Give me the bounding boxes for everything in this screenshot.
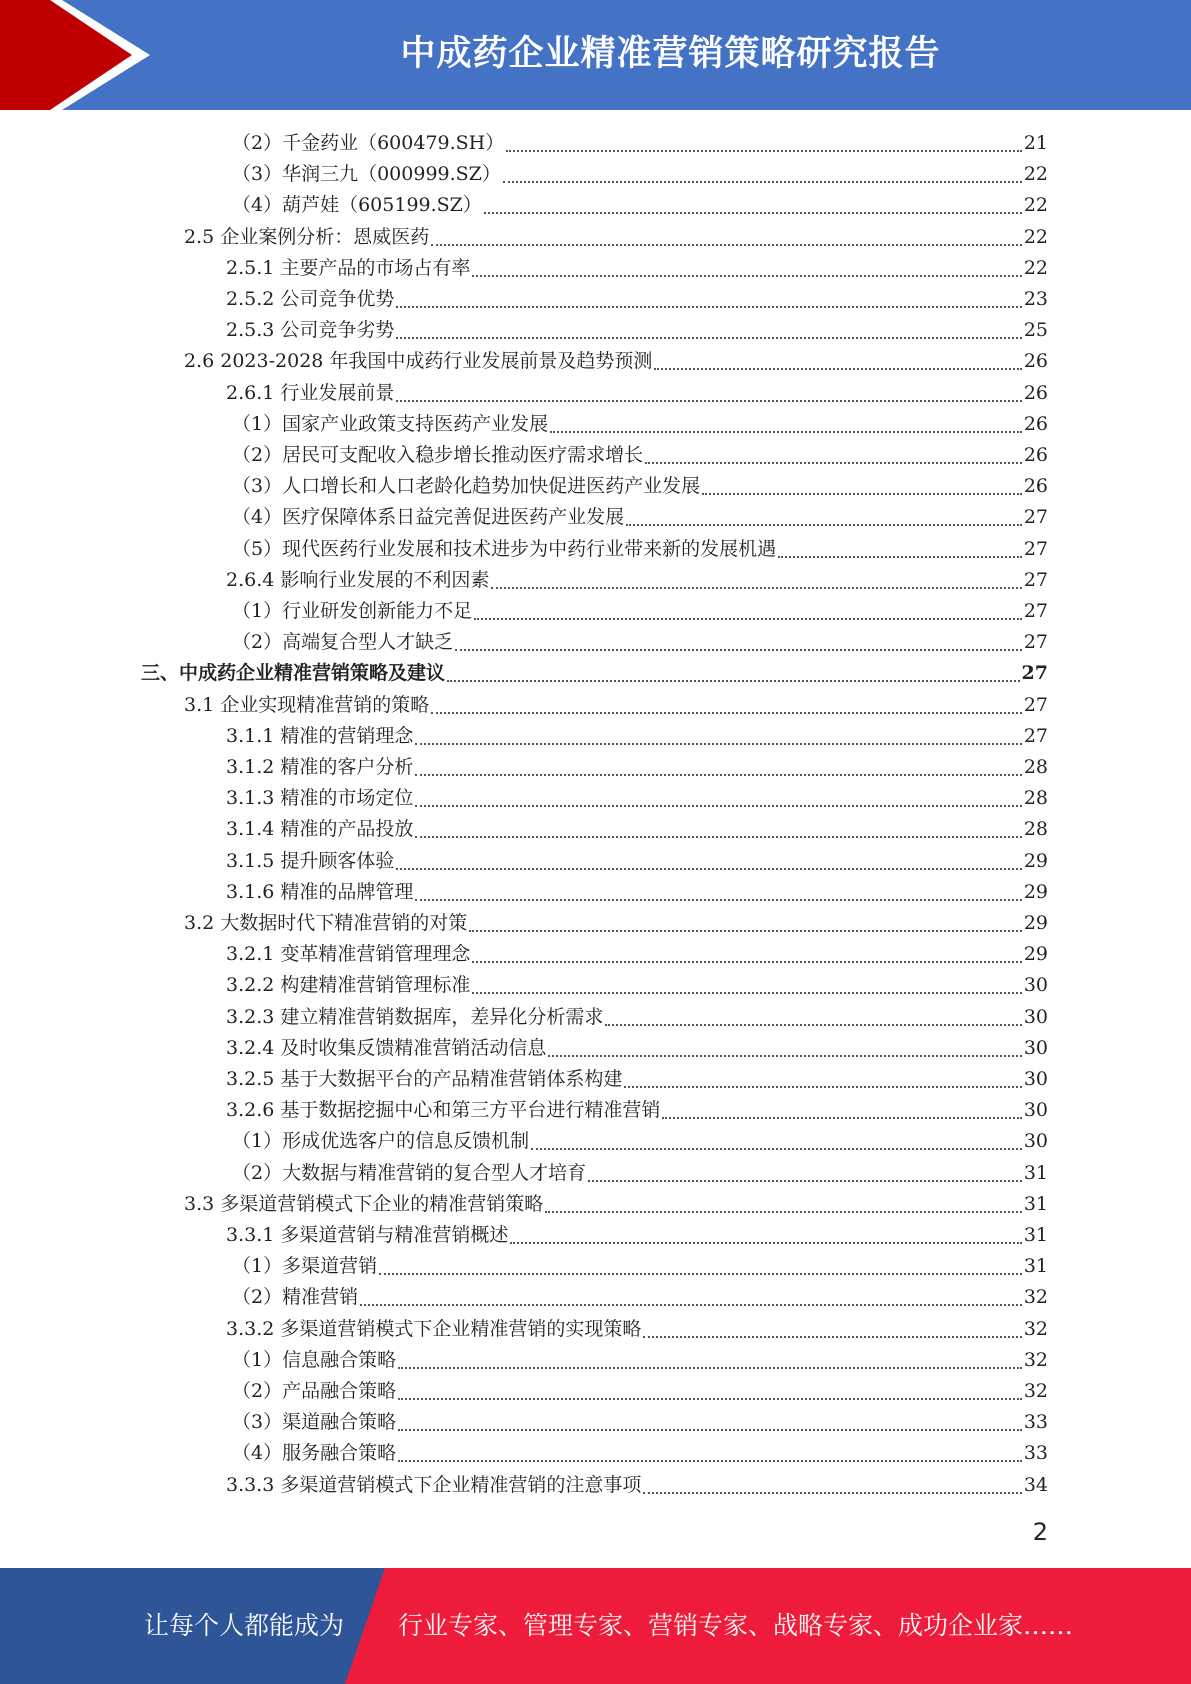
toc-dot-leader — [531, 1148, 1022, 1150]
toc-entry-page: 32 — [1023, 1317, 1048, 1340]
toc-entry-page: 30 — [1023, 974, 1048, 997]
toc-entry-page: 29 — [1023, 880, 1048, 903]
toc-dot-leader — [702, 493, 1022, 495]
page-footer — [0, 1568, 1191, 1684]
toc-entry-title: 2.6.1 行业发展前景 — [226, 381, 395, 404]
toc-entry-page: 26 — [1023, 412, 1048, 435]
toc-entry-title: 3.1 企业实现精准营销的策略 — [184, 693, 430, 716]
toc-entry[interactable] — [232, 1407, 1048, 1438]
toc-entry[interactable] — [232, 128, 1048, 159]
toc-entry[interactable] — [232, 1345, 1048, 1376]
toc-entry-title: （2）产品融合策略 — [232, 1380, 397, 1402]
toc-entry-page: 22 — [1023, 163, 1048, 186]
toc-entry-page: 30 — [1023, 1130, 1048, 1153]
toc-dot-leader — [396, 868, 1021, 870]
toc-entry[interactable] — [226, 315, 1048, 346]
toc-entry-page: 29 — [1023, 849, 1048, 872]
toc-dot-leader — [415, 743, 1021, 745]
toc-dot-leader — [643, 1336, 1021, 1338]
toc-entry-page: 27 — [1023, 537, 1048, 560]
toc-dot-leader — [472, 961, 1021, 963]
toc-entry-page: 27 — [1023, 724, 1048, 747]
toc-entry-title: 2.5.1 主要产品的市场占有率 — [226, 256, 471, 279]
toc-dot-leader — [588, 1180, 1022, 1182]
toc-dot-leader — [662, 1117, 1021, 1119]
toc-entry[interactable] — [226, 814, 1048, 845]
page-number: 2 — [1032, 1518, 1048, 1546]
toc-entry[interactable] — [226, 1314, 1048, 1345]
toc-entry[interactable] — [226, 253, 1048, 284]
toc-entry-page: 22 — [1023, 194, 1048, 217]
toc-dot-leader — [455, 649, 1022, 651]
toc-entry-page: 29 — [1023, 912, 1048, 934]
toc-entry[interactable] — [141, 658, 1048, 689]
toc-entry[interactable] — [226, 284, 1048, 315]
toc-entry-page: 31 — [1023, 1255, 1048, 1278]
toc-entry-page: 28 — [1023, 818, 1048, 841]
toc-entry[interactable] — [232, 409, 1048, 440]
toc-dot-leader — [415, 899, 1021, 901]
toc-dot-leader — [472, 992, 1021, 994]
toc-dot-leader — [474, 618, 1022, 620]
toc-entry-page: 27 — [1023, 693, 1048, 716]
toc-dot-leader — [431, 712, 1022, 714]
toc-entry-page: 27 — [1021, 662, 1048, 685]
toc-entry-title: 3.2.6 基于数据挖掘中心和第三方平台进行精准营销 — [226, 1099, 661, 1122]
toc-entry-title: 3.2.3 建立精准营销数据库，差异化分析需求 — [226, 1005, 604, 1028]
toc-entry-title: （2）精准营销 — [232, 1286, 359, 1309]
toc-dot-leader — [472, 275, 1021, 277]
toc-entry[interactable] — [232, 190, 1048, 221]
toc-dot-leader — [624, 1086, 1021, 1088]
toc-dot-leader — [469, 930, 1022, 932]
toc-dot-leader — [510, 1242, 1021, 1244]
toc-dot-leader — [398, 1429, 1022, 1431]
toc-entry-title: 3.1.1 精准的营销理念 — [226, 724, 414, 747]
footer-slogan-right: 行业专家、管理专家、营销专家、战略专家、成功企业家…… — [398, 1611, 1074, 1640]
toc-entry-title: 3.1.4 精准的产品投放 — [226, 818, 414, 841]
toc-entry-page: 27 — [1023, 568, 1048, 591]
toc-dot-leader — [360, 1304, 1022, 1306]
toc-entry[interactable] — [184, 690, 1048, 721]
toc-entry-title: 3.1.5 提升顾客体验 — [226, 849, 395, 872]
toc-entry-title: 3.1.6 精准的品牌管理 — [226, 880, 414, 903]
toc-entry[interactable] — [226, 970, 1048, 1001]
toc-dot-leader — [484, 212, 1022, 214]
toc-entry-page: 31 — [1023, 1224, 1048, 1246]
toc-entry-page: 26 — [1023, 475, 1048, 498]
toc-entry-title: （2）千金药业（600479.SH） — [232, 132, 505, 154]
toc-entry-title: （3）人口增长和人口老龄化趋势加快促进医药产业发展 — [232, 475, 701, 498]
toc-entry[interactable] — [232, 627, 1048, 658]
toc-entry-page: 31 — [1023, 1161, 1048, 1184]
toc-dot-leader — [550, 431, 1022, 433]
toc-entry-title: 2.6.4 影响行业发展的不利因素 — [226, 568, 490, 591]
toc-entry-page: 30 — [1023, 1099, 1048, 1122]
toc-entry-page: 32 — [1023, 1348, 1048, 1371]
toc-dot-leader — [605, 1024, 1021, 1026]
toc-entry-title: 3.1.2 精准的客户分析 — [226, 756, 414, 778]
toc-entry[interactable] — [232, 1251, 1048, 1282]
toc-entry[interactable] — [226, 1064, 1048, 1095]
toc-dot-leader — [503, 181, 1022, 183]
toc-entry-page: 22 — [1023, 225, 1048, 248]
toc-dot-leader — [643, 1492, 1021, 1494]
toc-entry[interactable] — [226, 1220, 1048, 1251]
toc-entry-page: 30 — [1023, 1068, 1048, 1090]
toc-entry[interactable] — [232, 159, 1048, 190]
toc-dot-leader — [506, 150, 1022, 152]
toc-entry[interactable] — [226, 721, 1048, 752]
toc-entry-page: 32 — [1023, 1286, 1048, 1309]
toc-entry-page: 31 — [1023, 1192, 1048, 1215]
toc-entry-title: 3.1.3 精准的市场定位 — [226, 787, 414, 810]
toc-entry-page: 30 — [1023, 1005, 1048, 1028]
toc-entry-title: （4）葫芦娃（605199.SZ） — [232, 194, 482, 217]
toc-entry-title: 3.2.2 构建精准营销管理标准 — [226, 974, 471, 997]
toc-entry-page: 23 — [1023, 288, 1048, 310]
toc-dot-leader — [491, 587, 1021, 589]
toc-entry[interactable] — [226, 877, 1048, 908]
footer-slogan-left: 让每个人都能成为 — [144, 1611, 345, 1640]
toc-entry[interactable] — [184, 1189, 1048, 1220]
toc-dot-leader — [398, 1398, 1022, 1400]
toc-entry[interactable] — [226, 1470, 1048, 1501]
toc-entry[interactable] — [226, 1002, 1048, 1033]
toc-entry[interactable] — [232, 471, 1048, 502]
report-title: 中成药企业精准营销策略研究报告 — [400, 34, 941, 74]
toc-entry[interactable] — [226, 1033, 1048, 1064]
toc-entry-page: 30 — [1023, 1036, 1048, 1059]
toc-entry-title: （1）信息融合策略 — [232, 1348, 397, 1371]
toc-entry-page: 28 — [1023, 787, 1048, 810]
toc-dot-leader — [379, 1273, 1022, 1275]
toc-entry-title: （4）服务融合策略 — [232, 1442, 397, 1465]
toc-entry[interactable] — [232, 596, 1048, 627]
toc-entry-title: （1）多渠道营销 — [232, 1255, 378, 1278]
toc-entry[interactable] — [226, 378, 1048, 409]
toc-dot-leader — [431, 244, 1022, 246]
toc-entry-title: （2）居民可支配收入稳步增长推动医疗需求增长 — [232, 444, 644, 466]
toc-dot-leader — [778, 556, 1022, 558]
toc-entry-title: （1）国家产业政策支持医药产业发展 — [232, 412, 549, 435]
toc-entry-page: 26 — [1023, 444, 1048, 466]
toc-entry[interactable] — [226, 1095, 1048, 1126]
toc-entry-title: （2）大数据与精准营销的复合型人才培育 — [232, 1161, 587, 1184]
toc-entry-page: 27 — [1023, 631, 1048, 654]
toc-entry[interactable] — [232, 1282, 1048, 1313]
page-header — [0, 0, 1191, 110]
toc-entry[interactable] — [232, 502, 1048, 533]
toc-dot-leader — [654, 368, 1021, 370]
toc-entry-page: 28 — [1023, 756, 1048, 778]
toc-entry-title: 3.2.1 变革精准营销管理理念 — [226, 943, 471, 966]
toc-entry[interactable] — [226, 783, 1048, 814]
toc-entry-title: 3.3.3 多渠道营销模式下企业精准营销的注意事项 — [226, 1473, 642, 1496]
toc-entry-title: （1）形成优选客户的信息反馈机制 — [232, 1130, 530, 1153]
toc-entry[interactable] — [232, 440, 1048, 471]
toc-entry-title: （1）行业研发创新能力不足 — [232, 600, 473, 622]
toc-entry-page: 26 — [1023, 381, 1048, 404]
toc-entry-title: （2）高端复合型人才缺乏 — [232, 631, 454, 654]
toc-entry-title: 3.3.2 多渠道营销模式下企业精准营销的实现策略 — [226, 1317, 642, 1340]
toc-entry[interactable] — [226, 565, 1048, 596]
toc-entry[interactable] — [184, 346, 1048, 377]
toc-dot-leader — [396, 337, 1021, 339]
toc-entry-page: 33 — [1023, 1442, 1048, 1465]
toc-entry-page: 34 — [1023, 1473, 1048, 1496]
toc-entry[interactable] — [232, 1158, 1048, 1189]
toc-entry-page: 27 — [1023, 506, 1048, 529]
toc-entry-title: 3.2.5 基于大数据平台的产品精准营销体系构建 — [226, 1068, 623, 1090]
toc-dot-leader — [415, 805, 1021, 807]
toc-entry[interactable] — [232, 1376, 1048, 1407]
toc-entry-page: 25 — [1023, 319, 1048, 342]
toc-entry-page: 21 — [1023, 132, 1048, 154]
toc-dot-leader — [645, 462, 1022, 464]
toc-dot-leader — [415, 774, 1021, 776]
toc-entry-page: 27 — [1023, 600, 1048, 622]
toc-entry-page: 32 — [1023, 1380, 1048, 1402]
toc-entry[interactable] — [184, 222, 1048, 253]
toc-entry-title: 2.6 2023-2028 年我国中成药行业发展前景及趋势预测 — [184, 350, 653, 373]
toc-entry-page: 29 — [1023, 943, 1048, 966]
toc-entry[interactable] — [226, 752, 1048, 783]
toc-entry-title: 2.5.3 公司竞争劣势 — [226, 319, 395, 342]
toc-entry-title: 3.2.4 及时收集反馈精准营销活动信息 — [226, 1036, 547, 1059]
toc-entry[interactable] — [232, 1126, 1048, 1157]
toc-dot-leader — [415, 836, 1021, 838]
toc-dot-leader — [398, 1460, 1022, 1462]
toc-entry-title: 2.5 企业案例分析：恩威医药 — [184, 225, 430, 248]
toc-entry-page: 33 — [1023, 1411, 1048, 1434]
toc-entry-page: 26 — [1023, 350, 1048, 373]
toc-entry[interactable] — [184, 908, 1048, 939]
toc-dot-leader — [396, 306, 1021, 308]
toc-entry-title: 3.2 大数据时代下精准营销的对策 — [184, 912, 468, 934]
toc-entry-page: 22 — [1023, 256, 1048, 279]
toc-entry[interactable] — [232, 534, 1048, 565]
toc-entry[interactable] — [226, 846, 1048, 877]
toc-entry[interactable] — [232, 1438, 1048, 1469]
toc-entry-title: （3）华润三九（000999.SZ） — [232, 163, 501, 186]
toc-dot-leader — [396, 400, 1021, 402]
toc-entry[interactable] — [226, 939, 1048, 970]
toc-dot-leader — [447, 680, 1020, 682]
toc-dot-leader — [398, 1367, 1022, 1369]
toc-dot-leader — [548, 1055, 1021, 1057]
toc-entry-title: （5）现代医药行业发展和技术进步为中药行业带来新的发展机遇 — [232, 537, 777, 560]
toc-entry-title: （3）渠道融合策略 — [232, 1411, 397, 1434]
toc-dot-leader — [545, 1211, 1022, 1213]
toc-entry-title: 三、中成药企业精准营销策略及建议 — [141, 662, 446, 685]
toc-entry-title: 3.3 多渠道营销模式下企业的精准营销策略 — [184, 1192, 544, 1215]
toc-entry-title: 2.5.2 公司竞争优势 — [226, 288, 395, 310]
toc-dot-leader — [626, 524, 1022, 526]
toc-entry-title: （4）医疗保障体系日益完善促进医药产业发展 — [232, 506, 625, 529]
toc-entry-title: 3.3.1 多渠道营销与精准营销概述 — [226, 1224, 509, 1246]
